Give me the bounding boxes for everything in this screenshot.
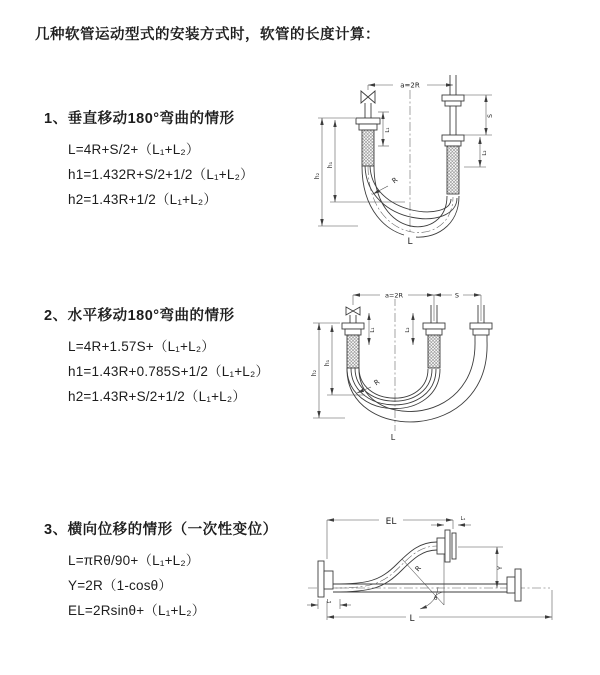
section-3 [44, 520, 278, 621]
dimension-el [327, 513, 453, 559]
hose-bend-curves [362, 166, 459, 237]
length-label [388, 431, 399, 442]
left-flange [318, 561, 333, 597]
dim-label-l2: L₂ [405, 327, 411, 333]
formula-line: EL=2Rsinθ+（L₁+L₂） [68, 602, 206, 618]
angle-theta [402, 554, 444, 609]
dimension-l1 [369, 313, 376, 345]
hose-bend-curves [347, 341, 487, 422]
left-pipe [342, 315, 364, 368]
section-1-heading: 1、垂直移动180°弯曲的情形 [44, 111, 235, 127]
length-label [404, 233, 416, 247]
section-2-heading: 2、水平移动180°弯曲的情形 [44, 308, 235, 324]
valve-icon [361, 91, 375, 103]
dim-label-l1: L₁ [385, 127, 391, 133]
dimension-a2r [368, 80, 453, 90]
dim-label-r: R [413, 564, 423, 574]
formula-line: L=πRθ/90+（L₁+L₂） [68, 552, 200, 568]
dim-label-s: S [487, 114, 494, 118]
diagram-vertical-movement-180 [310, 70, 600, 260]
dim-label-h1: h₁ [327, 161, 334, 169]
dim-label-l-total: L [409, 614, 415, 624]
dim-label-el: EL [385, 517, 397, 527]
diagram-lateral-displacement [300, 497, 600, 645]
dim-label-a2r: a=2R [400, 81, 420, 90]
dimension-s [353, 290, 481, 321]
formula-line: h2=1.43R+S/2+1/2（L₁+L₂） [68, 388, 247, 404]
straight-pipe [333, 569, 521, 601]
upper-flange [437, 530, 456, 562]
dim-label-l1: L₁ [460, 516, 466, 522]
dimension-y [458, 547, 504, 588]
dimension-l2 [464, 137, 488, 167]
dim-label-a2r: a=2R [384, 291, 404, 300]
dim-label-l1: L₁ [370, 327, 376, 333]
dim-label-l-total: L [390, 433, 396, 442]
left-pipe [356, 103, 380, 166]
hose-s-curve [333, 542, 437, 592]
dimension-a2r [353, 290, 434, 300]
valve-icon [346, 307, 360, 315]
dim-label-h2: h₂ [314, 172, 321, 180]
dimension-l2 [405, 313, 413, 345]
dim-label-l2: L₂ [326, 599, 332, 605]
formula-line: Y=2R（1-cosθ） [68, 577, 173, 593]
dim-label-h1: h₁ [324, 359, 331, 367]
dimension-h2 [314, 118, 358, 226]
dimension-l2 [307, 599, 351, 609]
dim-label-s: S [454, 291, 460, 300]
right-pipe [442, 75, 464, 194]
dimension-h2 [311, 323, 345, 418]
section-1 [44, 109, 254, 210]
formula-line: h2=1.43R+1/2（L₁+L₂） [68, 191, 218, 207]
dim-label-l2: L₂ [482, 150, 488, 156]
formula-line: h1=1.43R+0.785S+1/2（L₁+L₂） [68, 363, 270, 379]
formula-line: L=4R+S/2+（L₁+L₂） [68, 141, 200, 157]
dimension-s [464, 95, 494, 135]
dimension-l1 [431, 516, 471, 525]
page-title: 几种软管运动型式的安装方式时，软管的长度计算： [35, 27, 380, 43]
diagram-horizontal-movement-180 [305, 283, 600, 453]
dim-label-r: R [390, 175, 400, 186]
section-2 [44, 306, 269, 407]
dim-label-theta: θ [434, 596, 438, 602]
dim-label-r: R [372, 377, 382, 388]
dim-label-l-total: L [407, 237, 413, 247]
formula-line: h1=1.432R+S/2+1/2（L₁+L₂） [68, 166, 254, 182]
section-3-heading: 3、横向位移的情形（一次性变位） [44, 522, 278, 538]
dim-label-h2: h₂ [311, 369, 318, 377]
dim-label-y: Y [496, 566, 504, 570]
dimension-l1 [378, 112, 391, 146]
formula-line: L=4R+1.57S+（L₁+L₂） [68, 338, 215, 354]
